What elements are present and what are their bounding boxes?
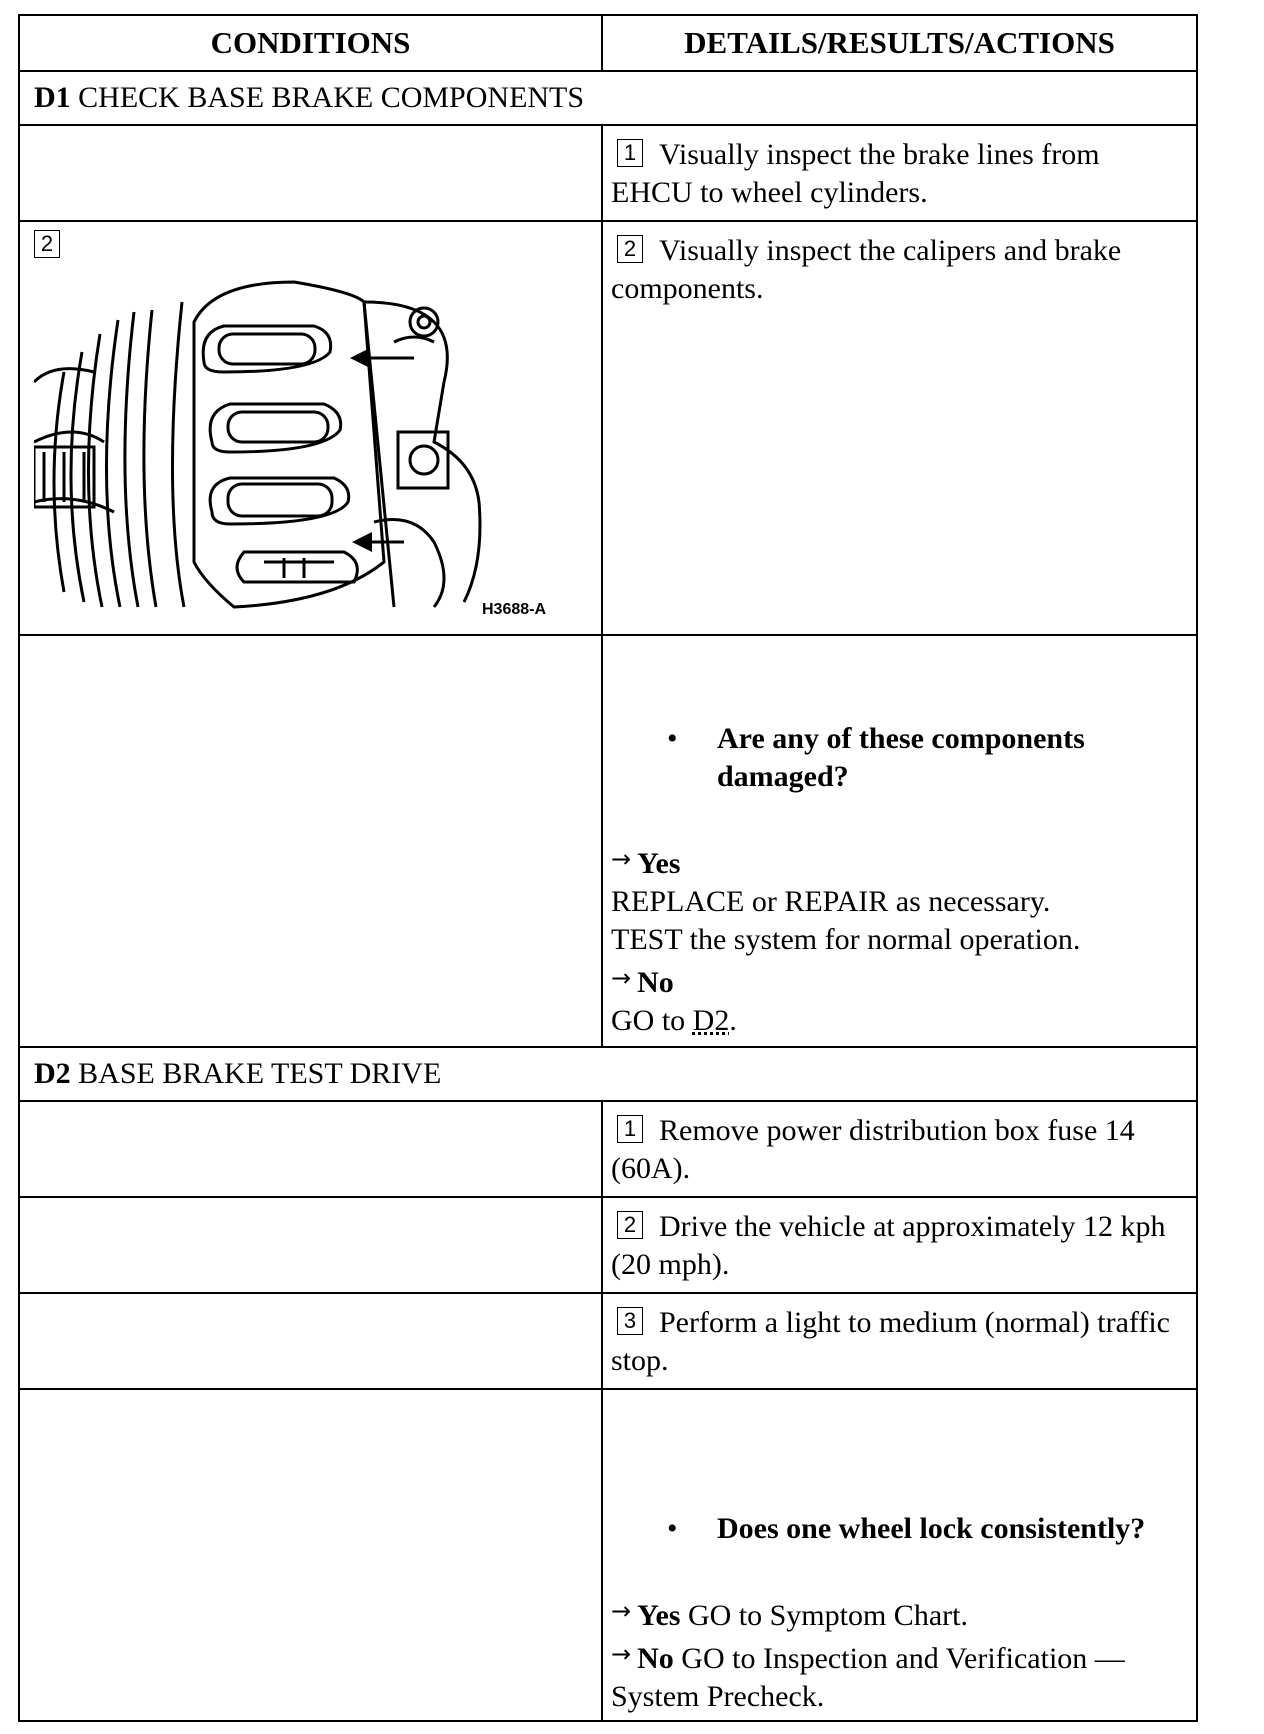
details-header: DETAILS/RESULTS/ACTIONS xyxy=(602,15,1197,71)
result-cell xyxy=(602,1389,1197,1721)
figure-cell xyxy=(19,221,602,635)
detail-cell xyxy=(602,1101,1197,1197)
detail-cell xyxy=(602,125,1197,221)
condition-cell xyxy=(19,1293,602,1389)
table-row xyxy=(19,1293,1197,1389)
question-line xyxy=(667,1510,1186,1548)
section-row-d1 xyxy=(19,71,1197,125)
condition-cell xyxy=(19,635,602,1047)
step-number-box: 3 xyxy=(617,1307,643,1335)
no-action xyxy=(611,1002,1186,1040)
condition-cell xyxy=(19,125,602,221)
yes-label: Yes xyxy=(637,1599,681,1632)
step-text: Perform a light to medium (normal) traffic stop. xyxy=(611,1306,1170,1377)
bullet-icon: • xyxy=(667,722,678,755)
step-number-box: 1 xyxy=(617,1115,643,1143)
figure-label-box: 2 xyxy=(34,230,60,258)
condition-cell xyxy=(19,1197,602,1293)
no-line xyxy=(611,1635,1186,1716)
yes-label: Yes xyxy=(637,847,681,880)
section-title: BASE BRAKE TEST DRIVE xyxy=(78,1057,442,1090)
table-row xyxy=(19,1389,1197,1721)
condition-cell xyxy=(19,1101,602,1197)
question-text: Are any of these components damaged? xyxy=(717,722,1085,793)
yes-line xyxy=(611,840,1186,883)
right-arrow-icon: → xyxy=(611,845,632,873)
no-action-prefix: GO to xyxy=(611,1004,686,1037)
diagnostic-table-page xyxy=(18,14,1196,1722)
section-id: D2 xyxy=(34,1057,71,1090)
table-row xyxy=(19,1197,1197,1293)
d2-link[interactable]: D2 xyxy=(692,1004,730,1037)
yes-action: TEST the system for normal operation. xyxy=(611,923,1081,956)
detail-cell xyxy=(602,1293,1197,1389)
section-row-d2 xyxy=(19,1047,1197,1101)
no-line xyxy=(611,959,1186,1002)
step-text: Drive the vehicle at approximately 12 kph (20 mph). xyxy=(611,1210,1166,1281)
section-title: CHECK BASE BRAKE COMPONENTS xyxy=(78,81,585,114)
table-row xyxy=(19,125,1197,221)
no-action-suffix: . xyxy=(729,1004,737,1037)
step-number-box: 2 xyxy=(617,1211,643,1239)
step-text: Visually inspect the calipers and brake components. xyxy=(611,234,1122,305)
detail-cell xyxy=(602,221,1197,635)
table-row xyxy=(19,221,1197,635)
question-text: Does one wheel lock consistently? xyxy=(717,1512,1146,1545)
detail-cell xyxy=(602,1197,1197,1293)
condition-cell xyxy=(19,1389,602,1721)
result-cell xyxy=(602,635,1197,1047)
table-header-row xyxy=(19,15,1197,71)
bullet-icon: • xyxy=(667,1512,678,1545)
table-row xyxy=(19,635,1197,1047)
step-number-box: 1 xyxy=(617,139,643,167)
right-arrow-icon: → xyxy=(611,1640,632,1668)
no-label: No xyxy=(637,966,674,999)
right-arrow-icon: → xyxy=(611,964,632,992)
no-label: No xyxy=(637,1642,674,1675)
conditions-header: CONDITIONS xyxy=(19,15,602,71)
no-action: GO to Inspection and Verification — System Precheck. xyxy=(611,1642,1125,1713)
question-line xyxy=(667,720,1186,796)
caliper-illustration xyxy=(34,262,590,622)
figure-code: H3688-A xyxy=(482,601,547,618)
section-id: D1 xyxy=(34,81,71,114)
table-row xyxy=(19,1101,1197,1197)
step-text: Visually inspect the brake lines from EHCU to wheel cylinders. xyxy=(611,138,1100,209)
step-number-box: 2 xyxy=(617,235,643,263)
yes-line xyxy=(611,1592,1186,1635)
right-arrow-icon: → xyxy=(611,1597,632,1625)
pinpoint-test-table xyxy=(18,14,1198,1722)
yes-action: REPLACE or REPAIR as necessary. xyxy=(611,885,1051,918)
yes-action: GO to Symptom Chart. xyxy=(687,1599,968,1632)
step-text: Remove power distribution box fuse 14 (60A). xyxy=(611,1114,1135,1185)
